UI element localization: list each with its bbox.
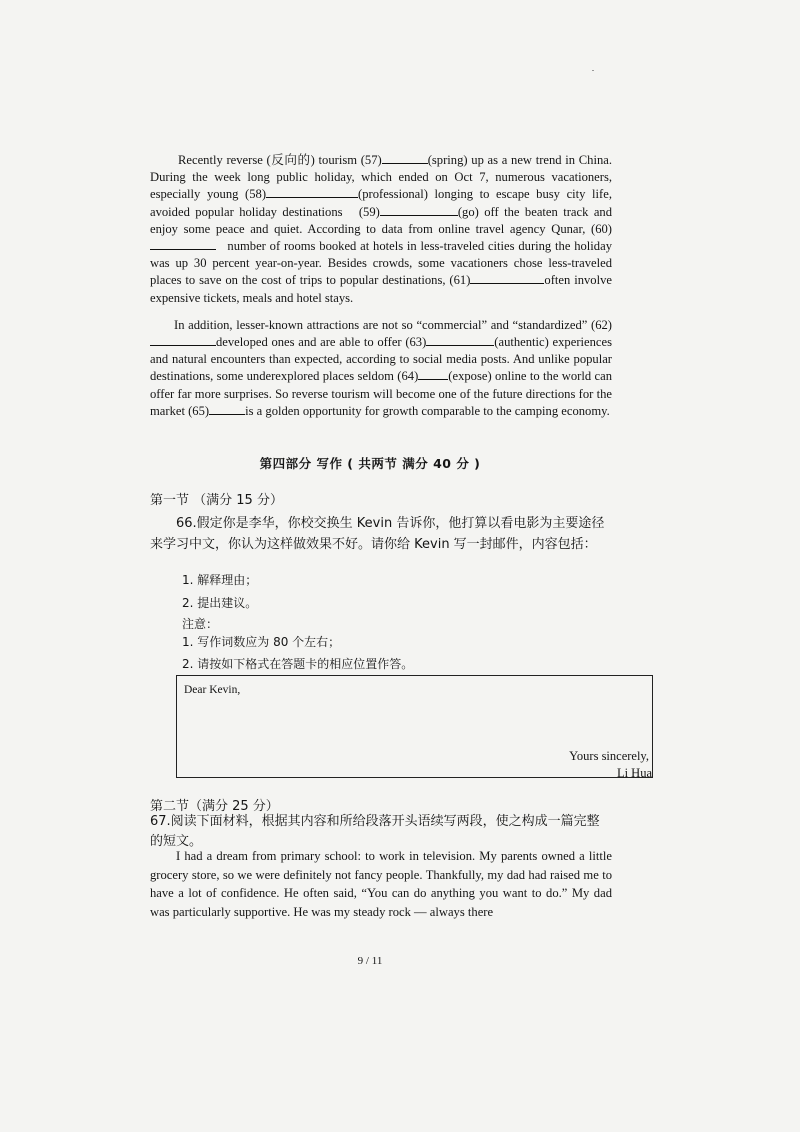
requirement-1: 1. 解释理由； — [182, 573, 258, 587]
letter-signature: Li Hua — [616, 766, 652, 777]
blank-62 — [150, 334, 216, 346]
requirement-2: 2. 提出建议。 — [182, 596, 258, 610]
blank-57 — [382, 152, 428, 164]
blank-59 — [380, 204, 458, 216]
question-66: 66.假定你是李华，你校交换生 Kevin 告诉你，他打算以看电影为主要途径来学习中文，你认为这样做效果不好。请你给 Kevin 写一封邮件，内容包括： — [150, 516, 605, 552]
continuation-story-text: I had a dream from primary school: to work in television. My parents owned a little grocery store, so we were definitely not fancy people. Thankfully, my dad had raised me to have a lot of confidence. He often said, “You can do anything you want to do.” My dad was particularly supportive. He was my steady rock — always there — [150, 849, 612, 919]
blank-60 — [150, 238, 216, 250]
blank-65 — [209, 403, 245, 415]
blank-63 — [426, 334, 494, 346]
section-2-heading: 第二节（满分 25 分） — [150, 799, 279, 814]
passage-paragraph-1: Recently reverse (反向的) tourism (57) (spring) up as a new trend in China. During the week long public holiday, which ended on Oct 7, numerous vacationers, especially young (58) (professional) longing to escape busy city life, avoided popular holiday destinations (59) (go) off the beaten track and enjoy some peace and quiet. According to data from online travel agency Qunar, (60) number of rooms booked at hotels in less-traveled cities during the holiday was up 30 percent year-on-year. Besides crowds, some vacationers chose less-traveled places to save on the cost of trips to popular destinations, (61) often involve expensive tickets, meals and hotel stays. — [150, 153, 613, 305]
note-2: 2. 请按如下格式在答题卡的相应位置作答。 — [182, 657, 414, 671]
note-1: 1. 写作词数应为 80 个左右； — [182, 635, 341, 649]
blank-58 — [266, 186, 358, 198]
question-67: 67.阅读下面材料，根据其内容和所给段落开头语续写两段，使之构成一篇完整的短文。 — [150, 814, 600, 849]
blank-64 — [418, 368, 448, 380]
letter-greeting: Dear Kevin, — [184, 684, 241, 696]
letter-closing: Yours sincerely, — [569, 749, 649, 763]
page-number: 9 / 11 — [357, 955, 383, 967]
letter-answer-box — [176, 675, 653, 778]
part-4-title: 第四部分 写作 ( 共两节 满分 40 分 ) — [259, 456, 481, 471]
note-heading: 注意： — [182, 617, 219, 631]
blank-61 — [470, 272, 544, 284]
scan-speck — [592, 70, 594, 71]
passage-paragraph-2: In addition, lesser-known attractions are not so “commercial” and “standardized” (62)developed ones and are able to offer (63) (authentic) experiences and natural encounters than expected, according to social media posts. And unlike popular destinations, some underexplored places seldom (64) (expose) online to the world can offer far more surprises. So reverse tourism will become one of the future directions for the market (65) is a golden opportunity for growth comparable to the camping economy. — [150, 317, 613, 418]
section-1-heading: 第一节 （满分 15 分） — [150, 493, 283, 508]
grammar-fill-passage — [150, 152, 612, 420]
